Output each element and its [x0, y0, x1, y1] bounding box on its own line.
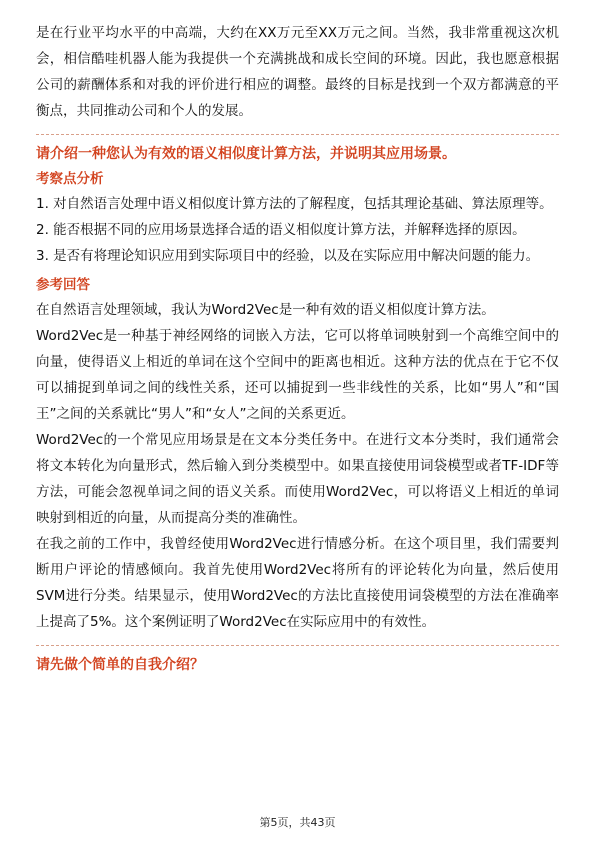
answer-paragraph: 在我之前的工作中，我曾经使用Word2Vec进行情感分析。在这个项目里，我们需要判断用户评论的情感倾向。我首先使用Word2Vec将所有的评论转化为向量，然后使用SVM进行分类。结果显示，使用Word2Vec的方法比直接使用词袋模型的方法在准确率上提高了5%。这个案例证明了Word2Vec在实际应用中的有效性。	[36, 536, 559, 630]
section-divider	[36, 134, 559, 135]
answer-paragraph: Word2Vec的一个常见应用场景是在文本分类任务中。在进行文本分类时，我们通常会将文本转化为向量形式，然后输入到分类模型中。如果直接使用词袋模型或者TF-IDF等方法，可能会忽视单词之间的语义关系。而使用Word2Vec，可以将语义上相近的单词映射到相近的向量，从而提高分类的准确性。	[36, 432, 559, 526]
document-page	[36, 20, 559, 678]
question-title: 请先做个简单的自我介绍？	[36, 657, 204, 673]
section-divider	[36, 645, 559, 646]
intro-tail-paragraph: 是在行业平均水平的中高端，大约在XX万元至XX万元之间。当然，我非常重视这次机会，相信酷哇机器人能为我提供一个充满挑战和成长空间的环境。因此，我也愿意根据公司的薪酬体系和对我的评价进行相应的调整。最终的目标是找到一个双方都满意的平衡点，共同推动公司和个人的发展。	[36, 25, 559, 119]
answer-paragraph: 在自然语言处理领域，我认为Word2Vec是一种有效的语义相似度计算方法。	[36, 302, 495, 318]
analysis-item: 1. 对自然语言处理中语义相似度计算方法的了解程度，包括其理论基础、算法原理等。	[36, 196, 553, 212]
question-title: 请介绍一种您认为有效的语义相似度计算方法，并说明其应用场景。	[36, 146, 456, 162]
analysis-item: 2. 能否根据不同的应用场景选择合适的语义相似度计算方法，并解释选择的原因。	[36, 222, 526, 238]
answer-paragraph: Word2Vec是一种基于神经网络的词嵌入方法，它可以将单词映射到一个高维空间中的向量，使得语义上相近的单词在这个空间中的距离也相近。这种方法的优点在于它不仅可以捕捉到单词之间的线性关系，还可以捕捉到一些非线性的关系，比如“男人”和“国王”之间的关系就比“男人”和“女人”之间的关系更近。	[36, 328, 559, 422]
page-number: 第5页，共43页	[259, 816, 336, 829]
analysis-item: 3. 是否有将理论知识应用到实际项目中的经验，以及在实际应用中解决问题的能力。	[36, 248, 540, 264]
analysis-heading: 考察点分析	[36, 171, 104, 187]
answer-heading: 参考回答	[36, 277, 90, 293]
